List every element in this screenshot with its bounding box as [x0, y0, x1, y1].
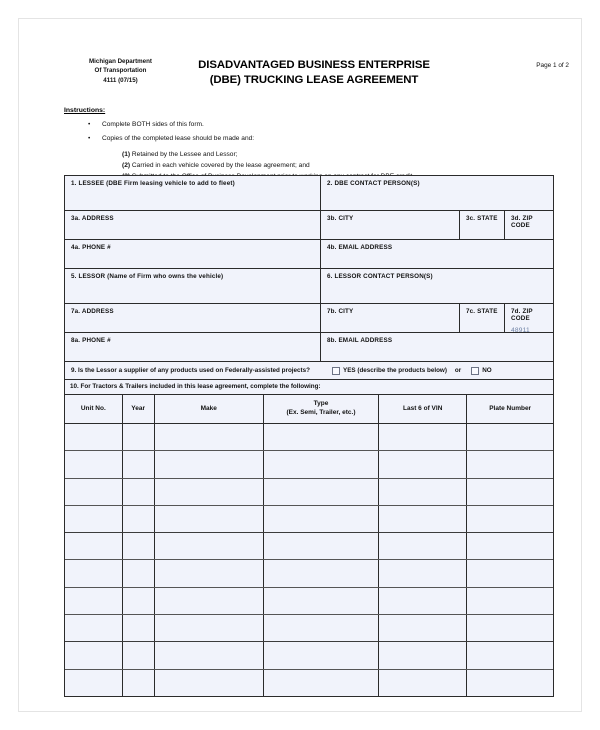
bullet-icon: • [88, 120, 91, 128]
column-header-type-label: Type [313, 400, 329, 408]
table-cell-plate-number[interactable] [467, 424, 553, 451]
table-cell-plate-number[interactable] [467, 615, 553, 642]
row-lessor [65, 269, 553, 304]
table-cell-make[interactable] [154, 424, 263, 451]
field-lessor-state[interactable] [459, 304, 504, 332]
column-header-last-6-vin [379, 395, 467, 424]
table-cell-make[interactable] [154, 451, 263, 478]
title-line-2: (DBE) TRUCKING LEASE AGREEMENT [209, 73, 419, 86]
table-cell-type[interactable] [263, 533, 378, 560]
table-cell-type[interactable] [263, 615, 378, 642]
table-cell-year[interactable] [122, 642, 154, 669]
column-header-type [263, 395, 378, 424]
instruction-sub-2-number: (2) [122, 161, 131, 169]
field-lessee-email-label: 4b. EMAIL ADDRESS [327, 243, 393, 251]
table-cell-make[interactable] [154, 505, 263, 532]
table-cell-type[interactable] [263, 642, 378, 669]
table-cell-type[interactable] [263, 451, 378, 478]
field-lessee-email[interactable] [320, 240, 553, 268]
table-cell-make[interactable] [154, 478, 263, 505]
table-cell-plate-number[interactable] [467, 669, 553, 696]
agency-form-number: 4111 (07/15) [103, 76, 138, 84]
instruction-sub-2 [64, 160, 564, 171]
table-cell-unit-no[interactable] [65, 505, 122, 532]
table-cell-unit-no[interactable] [65, 669, 122, 696]
field-lessor-contact-person[interactable] [320, 269, 553, 303]
table-cell-plate-number[interactable] [467, 642, 553, 669]
table-cell-unit-no[interactable] [65, 533, 122, 560]
field-lessee-state[interactable] [459, 211, 504, 239]
vehicle-table-section [64, 379, 554, 697]
row-lessee [65, 176, 553, 211]
form-page [18, 18, 582, 712]
table-cell-type[interactable] [263, 669, 378, 696]
table-cell-year[interactable] [122, 451, 154, 478]
checkbox-no-label: NO [482, 367, 492, 374]
table-row [65, 560, 553, 587]
field-lessor-contact-person-label: 6. LESSOR CONTACT PERSON(S) [327, 272, 433, 280]
table-cell-type[interactable] [263, 505, 378, 532]
instruction-item-2-text: Copies of the completed lease should be made and: [102, 135, 255, 142]
checkbox-no[interactable] [471, 367, 479, 375]
field-lessee[interactable] [65, 176, 320, 210]
table-cell-last-6-of-vin[interactable] [379, 560, 467, 587]
table-cell-year[interactable] [122, 424, 154, 451]
table-row [65, 669, 553, 696]
column-header-unit-no [65, 395, 122, 424]
column-header-year-label: Year [131, 404, 146, 412]
table-cell-year[interactable] [122, 587, 154, 614]
party-information-grid [64, 175, 554, 380]
table-cell-type[interactable] [263, 560, 378, 587]
agency-line-2: Of Transportation [94, 67, 147, 75]
field-lessor-address[interactable] [65, 304, 320, 332]
table-cell-make[interactable] [154, 560, 263, 587]
field-lessor-zip-label: 7d. ZIP CODE [511, 307, 533, 322]
table-cell-last-6-of-vin[interactable] [379, 587, 467, 614]
instruction-sub-1-number: (1) [122, 150, 131, 158]
field-lessee-phone[interactable] [65, 240, 320, 268]
field-lessee-state-label: 3c. STATE [466, 214, 498, 222]
instruction-item-1-text: Complete BOTH sides of this form. [102, 120, 204, 128]
column-header-type-sublabel: (Ex. Semi, Trailer, etc.) [286, 409, 356, 416]
field-lessee-city-label: 3b. CITY [327, 214, 354, 222]
page-header [19, 57, 583, 93]
vehicle-table-body [65, 424, 553, 696]
field-lessor-zip-value[interactable]: 48911 [511, 326, 530, 332]
table-cell-make[interactable] [154, 533, 263, 560]
agency-block [68, 57, 173, 85]
table-cell-last-6-of-vin[interactable] [379, 478, 467, 505]
table-cell-plate-number[interactable] [467, 560, 553, 587]
table-cell-plate-number[interactable] [467, 533, 553, 560]
page-title [169, 58, 459, 87]
field-lessor-address-label: 7a. ADDRESS [71, 307, 114, 315]
instruction-sub-1-text: Retained by the Lessee and Lessor; [131, 150, 238, 158]
table-cell-unit-no[interactable] [65, 451, 122, 478]
field-lessor-city-label: 7b. CITY [327, 307, 354, 315]
column-header-unit-no-label: Unit No. [80, 404, 106, 412]
table-cell-unit-no[interactable] [65, 642, 122, 669]
table-cell-last-6-of-vin[interactable] [379, 451, 467, 478]
instruction-item-2 [64, 134, 564, 143]
table-row [65, 478, 553, 505]
field-lessee-zip-label: 3d. ZIP CODE [511, 214, 533, 229]
table-cell-last-6-of-vin[interactable] [379, 424, 467, 451]
field-lessee-label: 1. LESSEE (DBE Firm leasing vehicle to add to fleet) [71, 179, 235, 187]
table-cell-year[interactable] [122, 669, 154, 696]
bullet-icon: • [88, 135, 91, 142]
field-lessee-zip[interactable] [504, 211, 553, 239]
field-lessor[interactable] [65, 269, 320, 303]
row-lessee-contact [65, 240, 553, 269]
table-row [65, 451, 553, 478]
table-cell-plate-number[interactable] [467, 478, 553, 505]
field-lessor-city[interactable] [320, 304, 459, 332]
table-cell-unit-no[interactable] [65, 560, 122, 587]
table-cell-plate-number[interactable] [467, 451, 553, 478]
table-cell-last-6-of-vin[interactable] [379, 615, 467, 642]
table-cell-make[interactable] [154, 669, 263, 696]
table-cell-type[interactable] [263, 587, 378, 614]
checkbox-yes-label: YES (describe the products below) [343, 367, 447, 374]
row-question-9 [65, 362, 553, 380]
instruction-sub-2-text: Carried in each vehicle covered by the lease agreement; and [131, 161, 310, 169]
column-header-plate-number-label: Plate Number [489, 404, 532, 412]
vehicle-table-head [65, 395, 553, 424]
vehicle-table-caption: 10. For Tractors & Trailers included in this lease agreement, complete the following: [65, 380, 553, 395]
table-cell-unit-no[interactable] [65, 615, 122, 642]
field-lessor-email[interactable] [320, 333, 553, 361]
instruction-item-1 [64, 120, 564, 129]
table-cell-last-6-of-vin[interactable] [379, 505, 467, 532]
row-lessor-contact [65, 333, 553, 362]
column-header-plate-number [467, 395, 553, 424]
table-row [65, 642, 553, 669]
table-cell-plate-number[interactable] [467, 505, 553, 532]
table-cell-make[interactable] [154, 642, 263, 669]
row-lessee-address [65, 211, 553, 240]
page-number: Page 1 of 2 [536, 62, 569, 69]
table-cell-year[interactable] [122, 560, 154, 587]
table-cell-unit-no[interactable] [65, 478, 122, 505]
agency-line-1: Michigan Department [89, 58, 152, 65]
field-dbe-contact-person[interactable] [320, 176, 553, 210]
field-lessee-address[interactable] [65, 211, 320, 239]
column-header-make-label: Make [200, 404, 217, 412]
instructions-heading: Instructions: [64, 107, 106, 114]
column-header-year [122, 395, 154, 424]
row-lessor-address [65, 304, 553, 333]
table-cell-last-6-of-vin[interactable] [379, 669, 467, 696]
table-cell-type[interactable] [263, 424, 378, 451]
table-cell-year[interactable] [122, 533, 154, 560]
table-cell-plate-number[interactable] [467, 587, 553, 614]
field-lessor-phone[interactable] [65, 333, 320, 361]
field-lessee-address-label: 3a. ADDRESS [71, 214, 114, 222]
table-cell-last-6-of-vin[interactable] [379, 533, 467, 560]
field-lessor-email-label: 8b. EMAIL ADDRESS [327, 336, 393, 344]
table-row [65, 424, 553, 451]
table-row [65, 505, 553, 532]
instruction-sub-1 [64, 149, 564, 160]
field-lessor-phone-label: 8a. PHONE # [71, 336, 111, 344]
field-lessor-state-label: 7c. STATE [466, 307, 498, 315]
title-line-1: DISADVANTAGED BUSINESS ENTERPRISE [198, 59, 430, 71]
table-cell-type[interactable] [263, 478, 378, 505]
field-lessee-phone-label: 4a. PHONE # [71, 243, 111, 251]
table-row [65, 587, 553, 614]
field-dbe-contact-person-label: 2. DBE CONTACT PERSON(S) [327, 179, 420, 187]
table-cell-unit-no[interactable] [65, 587, 122, 614]
field-lessor-label: 5. LESSOR (Name of Firm who owns the vehicle) [71, 272, 224, 280]
field-lessee-city[interactable] [320, 211, 459, 239]
question-9-or-label: or [454, 367, 462, 374]
table-cell-year[interactable] [122, 478, 154, 505]
table-cell-make[interactable] [154, 587, 263, 614]
table-cell-unit-no[interactable] [65, 424, 122, 451]
table-cell-make[interactable] [154, 615, 263, 642]
table-cell-year[interactable] [122, 505, 154, 532]
vehicle-table [65, 395, 553, 696]
table-cell-last-6-of-vin[interactable] [379, 642, 467, 669]
column-header-make [154, 395, 263, 424]
vehicle-table-header-row [65, 395, 553, 424]
field-lessor-zip[interactable] [504, 304, 553, 332]
instructions-section [64, 107, 564, 183]
table-row [65, 533, 553, 560]
checkbox-yes[interactable] [332, 367, 340, 375]
column-header-last-6-vin-label: Last 6 of VIN [403, 404, 443, 412]
question-9-text: 9. Is the Lessor a supplier of any products used on Federally-assisted projects? [71, 367, 310, 374]
table-row [65, 615, 553, 642]
table-cell-year[interactable] [122, 615, 154, 642]
